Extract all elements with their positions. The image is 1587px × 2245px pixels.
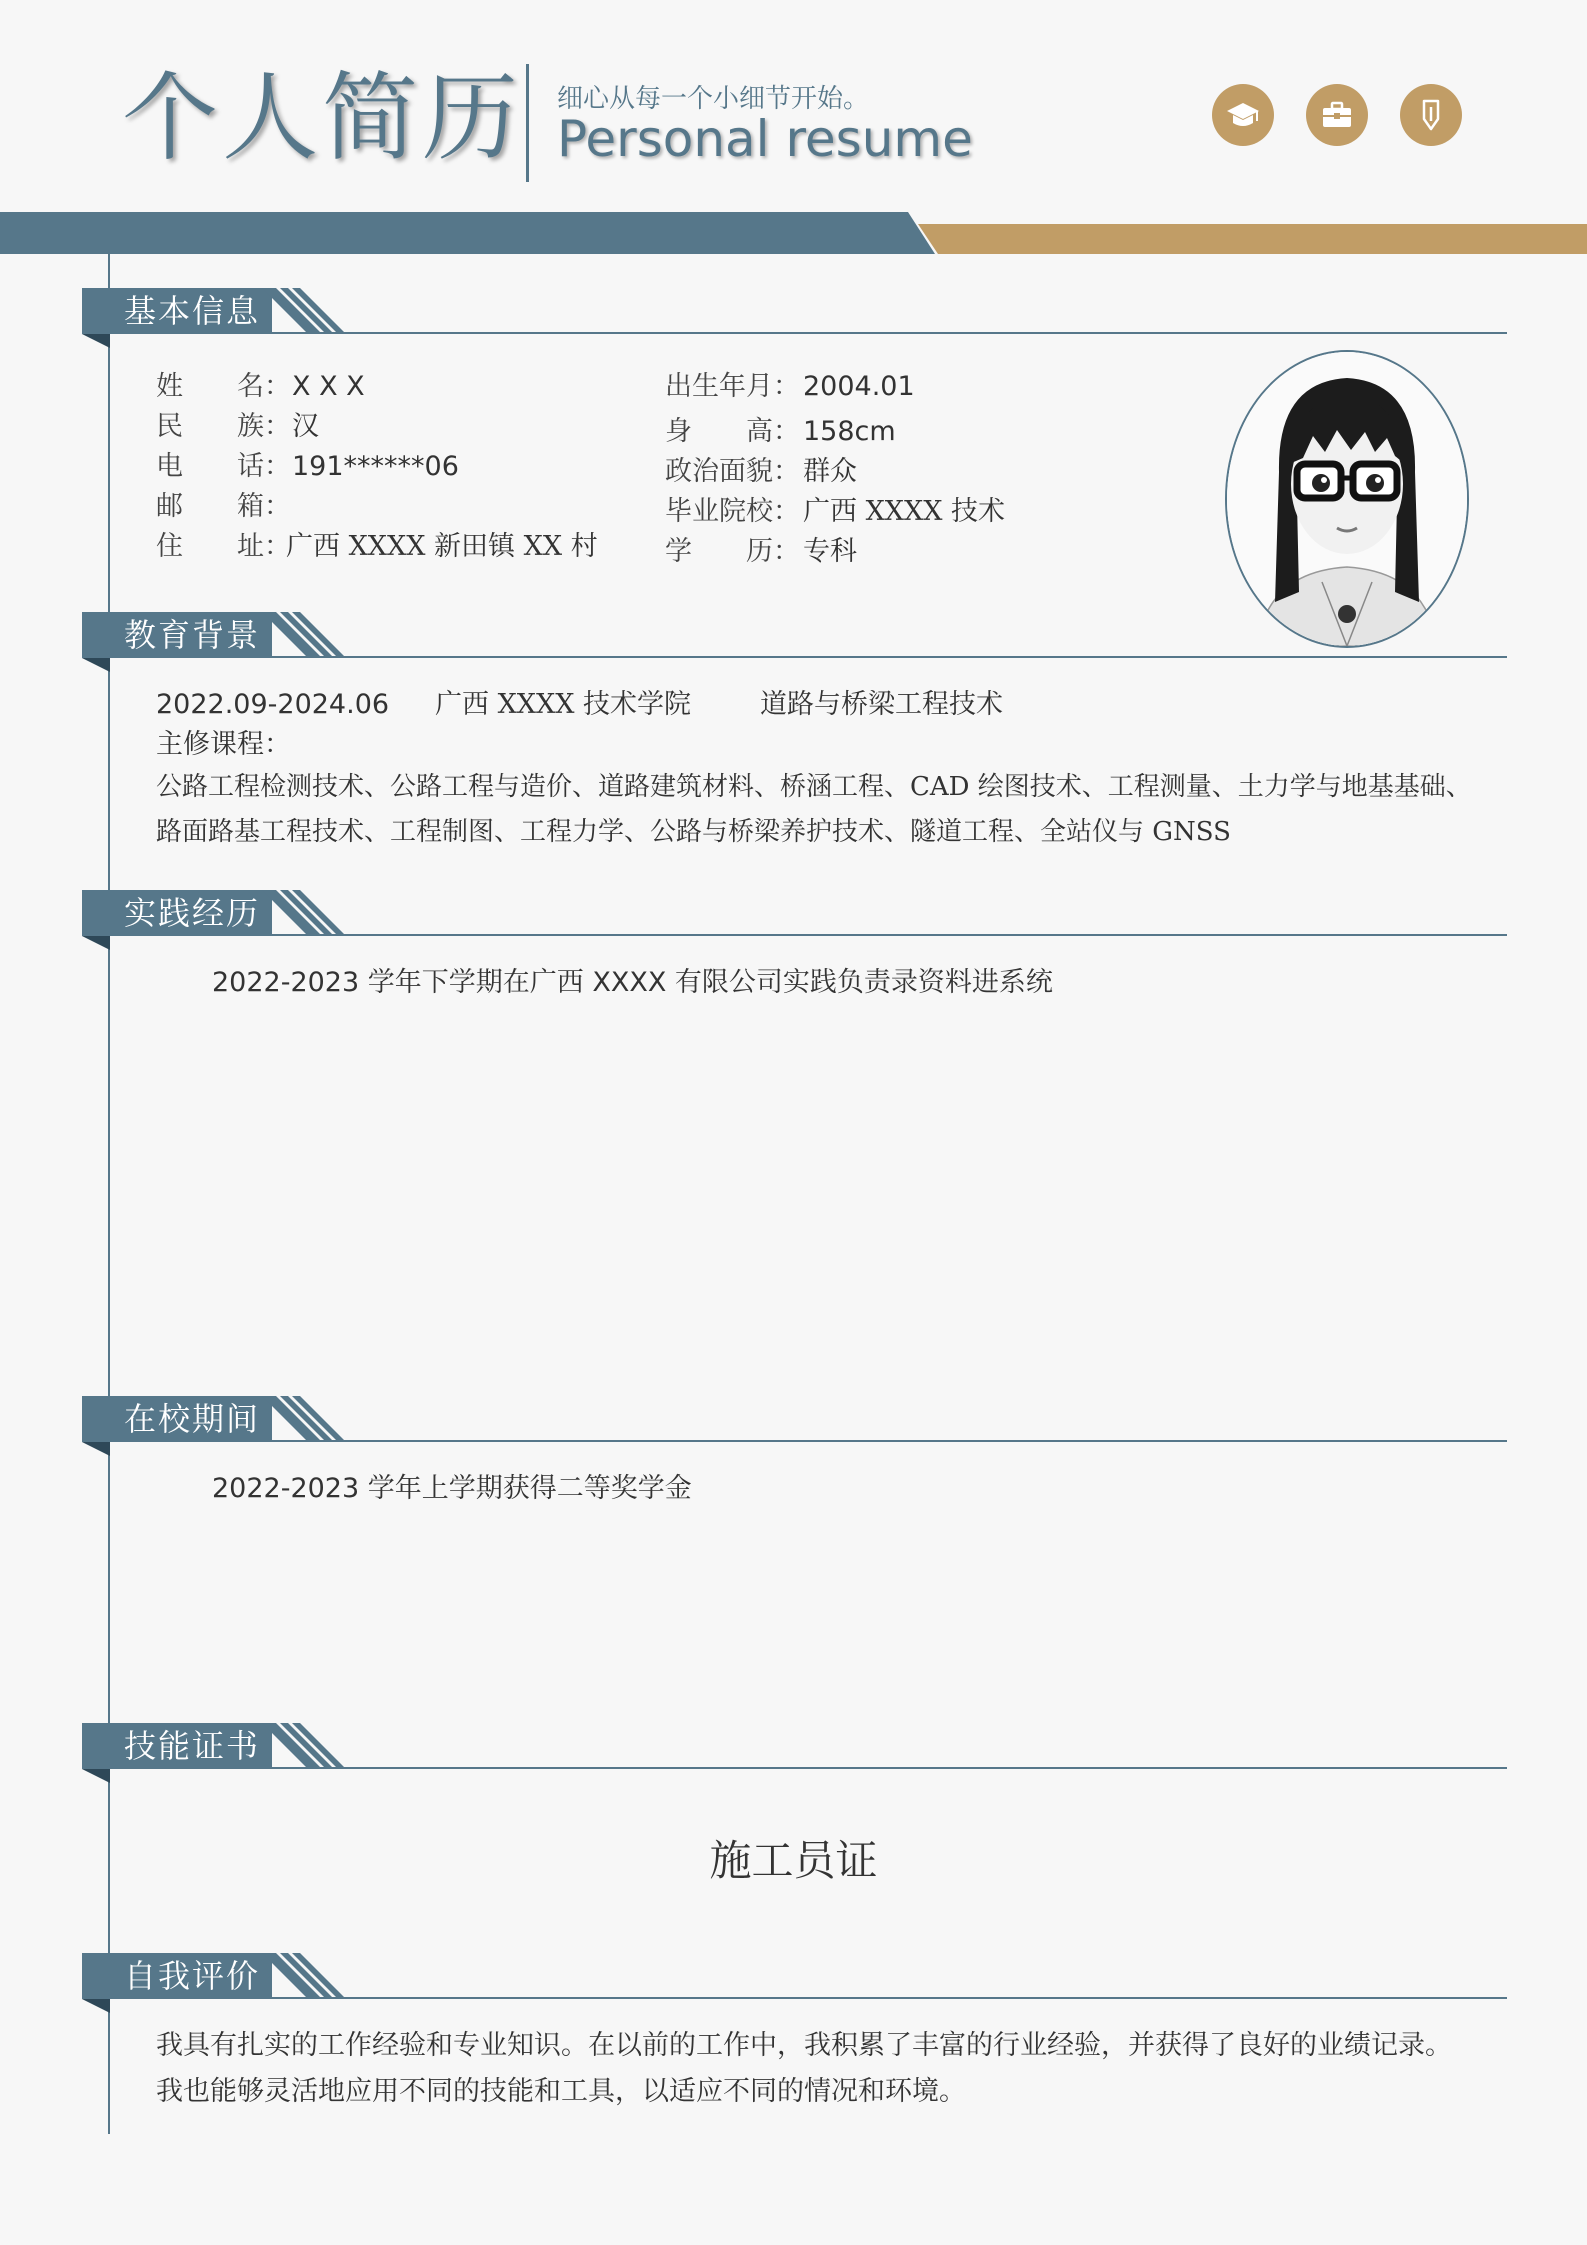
section-title-practice: 实践经历: [124, 894, 261, 932]
section-header-skills: [82, 1723, 1507, 1773]
info-degree-value: 专科: [803, 536, 857, 567]
info-ethnicity-value: 汉: [292, 411, 319, 442]
briefcase-icon: [1306, 84, 1368, 146]
info-name: 姓 名：X X X: [156, 371, 365, 402]
resume-title-english: Personal resume: [557, 110, 973, 168]
info-birth: 出生年月： 2004.01: [665, 371, 915, 402]
header-band: [0, 212, 1587, 254]
info-school-value: 广西 XXXX 技术: [803, 496, 1006, 527]
info-birth-value: 2004.01: [803, 371, 915, 402]
graduation-cap-icon: [1212, 84, 1274, 146]
resume-title-chinese: 个人简历: [122, 62, 522, 174]
education-school: 广西 XXXX 技术学院: [435, 689, 692, 720]
info-height: 身 高： 158cm: [665, 416, 896, 447]
practice-item: 2022-2023 学年下学期在广西 XXXX 有限公司实践负责录资料进系统: [212, 967, 1053, 998]
education-courses-line-1: 公路工程检测技术、公路工程与造价、道路建筑材料、桥涵工程、CAD 绘图技术、工程测量、土力学与地基基础、: [156, 772, 1472, 802]
info-political: 政治面貌： 群众: [665, 456, 857, 487]
section-header-campus: [82, 1396, 1507, 1446]
info-degree: 学 历： 专科: [665, 536, 857, 567]
info-phone-value: 191******06: [292, 451, 459, 482]
resume-slogan: 细心从每一个小细节开始。: [557, 84, 870, 114]
section-title-campus: 在校期间: [124, 1400, 261, 1438]
section-header-self-eval: [82, 1953, 1507, 2003]
section-title-education: 教育背景: [124, 616, 261, 654]
section-title-basic: 基本信息: [124, 292, 261, 330]
education-major: 道路与桥梁工程技术: [760, 689, 1003, 720]
campus-item: 2022-2023 学年上学期获得二等奖学金: [212, 1473, 692, 1504]
title-divider: [526, 64, 529, 182]
pencil-icon: [1400, 84, 1462, 146]
section-header-basic: [82, 288, 1507, 338]
skills-certificate: 施工员证: [709, 1836, 878, 1885]
section-title-skills: 技能证书: [124, 1727, 261, 1765]
education-courses-line-2: 路面路基工程技术、工程制图、工程力学、公路与桥梁养护技术、隧道工程、全站仪与 GNSS: [156, 817, 1231, 847]
profile-photo: [1225, 350, 1469, 648]
info-name-value: X X X: [292, 371, 365, 402]
section-header-practice: [82, 890, 1507, 940]
section-title-self-eval: 自我评价: [124, 1957, 261, 1995]
self-eval-text: 我具有扎实的工作经验和专业知识。在以前的工作中，我积累了丰富的行业经验，并获得了良好的业绩记录。我也能够灵活地应用不同的技能和工具，以适应不同的情况和环境。: [156, 2030, 1452, 2107]
info-height-value: 158cm: [803, 416, 896, 447]
info-phone: 电 话：191******06: [156, 451, 459, 482]
info-address-value: 广西 XXXX 新田镇 XX 村: [286, 531, 598, 562]
info-address: 住 址：广西 XXXX 新田镇 XX 村: [156, 531, 598, 562]
section-header-education: [82, 612, 1507, 662]
info-ethnicity: 民 族：汉: [156, 411, 319, 442]
info-email: 邮 箱：: [156, 491, 291, 522]
info-political-value: 群众: [803, 456, 857, 487]
info-school: 毕业院校： 广西 XXXX 技术: [665, 496, 1006, 527]
education-courses-label: 主修课程：: [156, 729, 291, 760]
education-period: 2022.09-2024.06: [156, 689, 390, 720]
